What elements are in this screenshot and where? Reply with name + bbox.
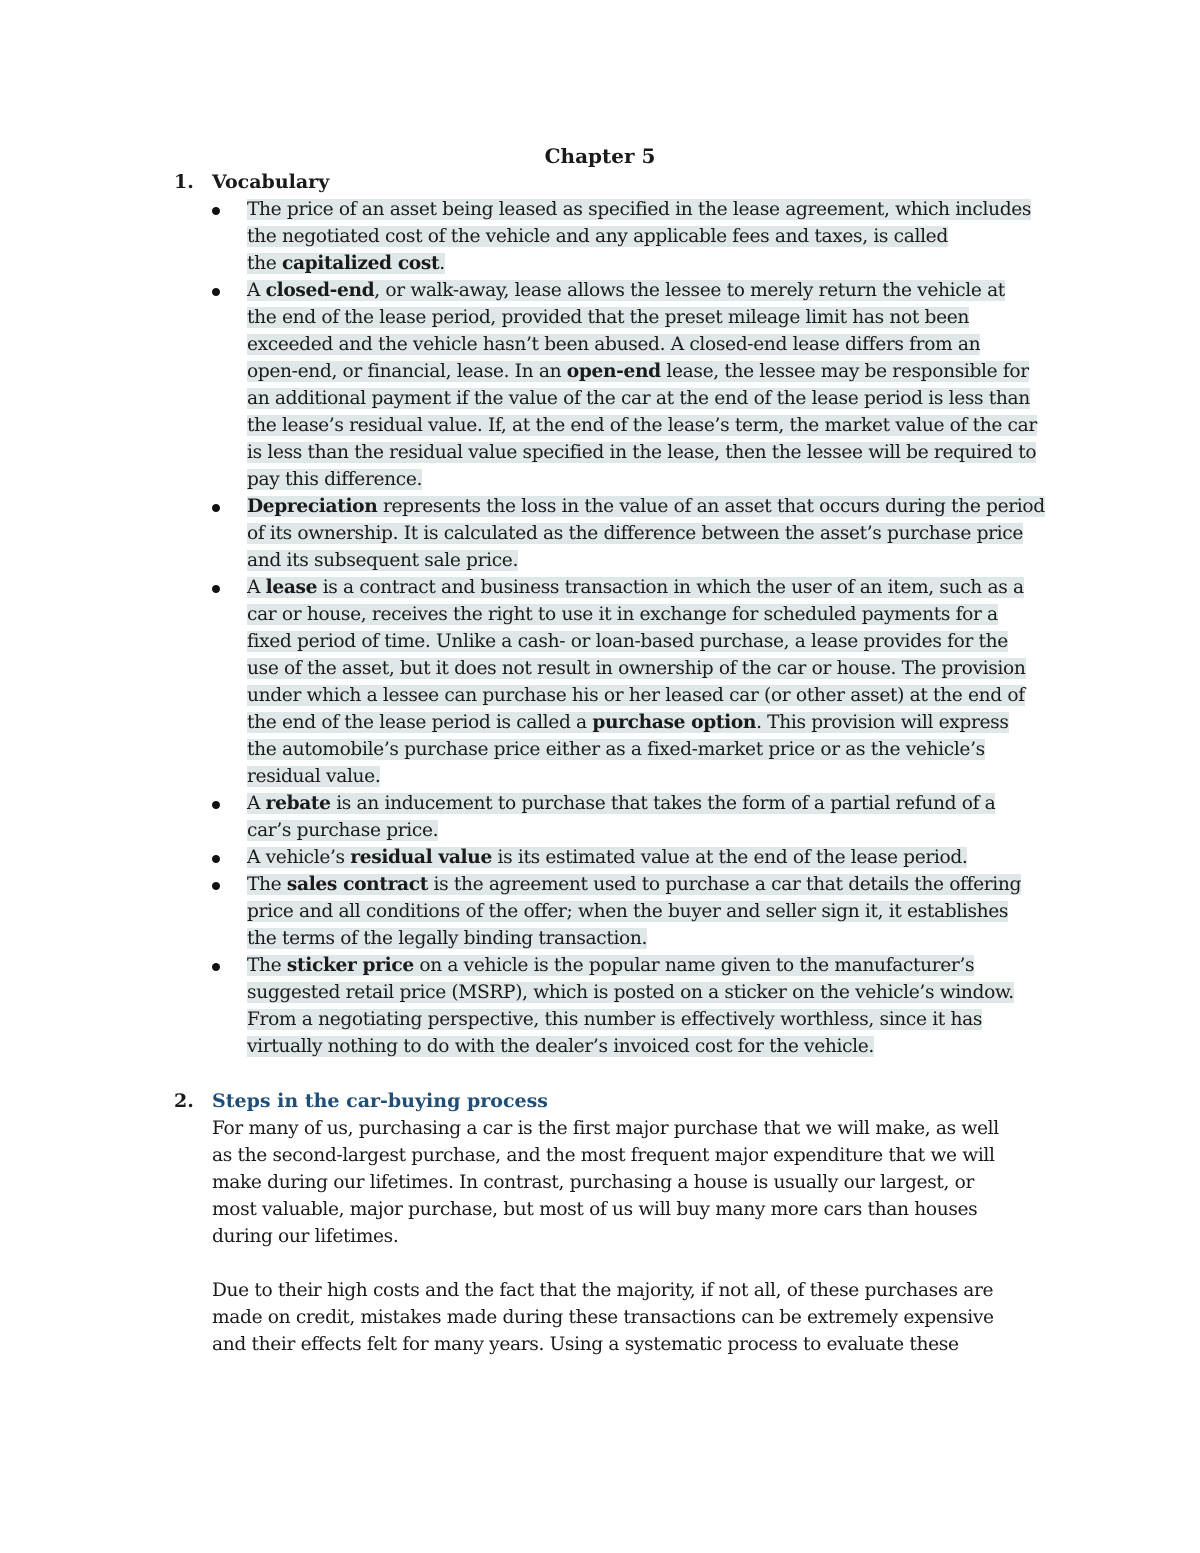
- highlighted-text: [247, 982, 1014, 1003]
- text-line: [247, 412, 1074, 439]
- text-line: [247, 250, 1074, 277]
- text-segment: and its subsequent sale price.: [247, 550, 519, 571]
- highlighted-text: [247, 307, 969, 328]
- text-segment: an additional payment if the value of the car at the end of the lease period is less than: [247, 388, 1030, 409]
- highlighted-text: [247, 685, 1025, 706]
- highlighted-text: [247, 658, 1026, 679]
- section-title: Vocabulary: [212, 171, 330, 193]
- bullet-icon: [212, 963, 220, 971]
- text-line: and their effects felt for many years. Using a systematic process to evaluate these: [212, 1334, 959, 1355]
- bullet-icon: [212, 288, 220, 296]
- text-segment: on a vehicle is the popular name given to the manufacturer’s: [413, 955, 975, 976]
- highlighted-text: [247, 442, 1036, 463]
- vocab-item: [174, 844, 1074, 871]
- paragraph-gap: [174, 1250, 1074, 1277]
- text-line: most valuable, major purchase, but most of us will buy many more cars than houses: [212, 1199, 978, 1220]
- text-segment: is less than the residual value specified in the lease, then the lessee will be required to: [247, 442, 1037, 463]
- highlighted-text: [247, 253, 445, 274]
- text-segment: exceeded and the vehicle hasn’t been abused. A closed-end lease differs from an: [247, 334, 981, 355]
- text-segment: is an inducement to purchase that takes the form of a partial refund of a: [330, 793, 996, 814]
- text-segment: car or house, receives the right to use it in exchange for scheduled payments for a: [247, 604, 998, 625]
- text-line: [247, 817, 1074, 844]
- text-segment: is the agreement used to purchase a car that details the offering: [427, 874, 1022, 895]
- vocab-term: closed-end: [265, 280, 375, 301]
- text-segment: represents the loss in the value of an asset that occurs during the period: [377, 496, 1045, 517]
- highlighted-text: [247, 604, 998, 625]
- text-line: [247, 682, 1074, 709]
- highlighted-text: [247, 820, 438, 841]
- text-line: make during our lifetimes. In contrast, purchasing a house is usually our largest, or: [212, 1172, 975, 1193]
- highlighted-text: [247, 577, 1024, 598]
- text-line: [247, 628, 1074, 655]
- highlighted-text: [247, 523, 1023, 544]
- highlighted-text: [247, 1009, 982, 1030]
- text-line: [247, 601, 1074, 628]
- vocab-item: [174, 196, 1074, 277]
- text-line: [247, 493, 1074, 520]
- vocab-term: residual value: [350, 847, 492, 868]
- section-heading: [174, 1088, 1074, 1115]
- text-segment: A: [247, 577, 266, 598]
- text-segment: virtually nothing to do with the dealer’s invoiced cost for the vehicle.: [247, 1036, 874, 1057]
- vocab-term: lease: [265, 577, 318, 598]
- highlighted-text: [247, 901, 1008, 922]
- text-line: as the second-largest purchase, and the most frequent major expenditure that we will: [212, 1145, 995, 1166]
- vocab-item: [174, 871, 1074, 952]
- text-segment: the negotiated cost of the vehicle and any applicable fees and taxes, is called: [247, 226, 948, 247]
- text-line: [247, 223, 1074, 250]
- text-line: [247, 709, 1074, 736]
- section-title: Steps in the car-buying process: [212, 1090, 548, 1112]
- text-segment: A vehicle’s: [247, 847, 351, 868]
- bullet-icon: [212, 207, 220, 215]
- highlighted-text: [247, 361, 1029, 382]
- text-segment: A: [247, 280, 266, 301]
- text-line: [247, 304, 1074, 331]
- highlighted-text: [247, 928, 647, 949]
- vocabulary-list: [174, 196, 1074, 1060]
- text-line: [247, 790, 1074, 817]
- section-vocabulary: [174, 169, 1074, 1060]
- highlighted-text: [247, 631, 1008, 652]
- text-line: [247, 385, 1074, 412]
- vocab-item: [174, 574, 1074, 790]
- text-segment: From a negotiating perspective, this number is effectively worthless, since it has: [247, 1009, 983, 1030]
- text-segment: The price of an asset being leased as specified in the lease agreement, which includes: [247, 199, 1032, 220]
- highlighted-text: [247, 955, 974, 976]
- highlighted-text: [247, 469, 422, 490]
- highlighted-text: [247, 388, 1030, 409]
- vocab-item: [174, 493, 1074, 574]
- section-car-buying: [174, 1088, 1074, 1358]
- highlighted-text: [247, 847, 967, 868]
- text-segment: the terms of the legally binding transaction.: [247, 928, 648, 949]
- text-segment: The: [247, 955, 287, 976]
- vocab-item: [174, 952, 1074, 1060]
- vocab-term: capitalized cost: [281, 253, 440, 274]
- section-body: [174, 1115, 1074, 1358]
- text-line: [247, 520, 1074, 547]
- vocab-term: Depreciation: [247, 496, 378, 517]
- text-segment: car’s purchase price.: [247, 820, 439, 841]
- vocab-term: sticker price: [286, 955, 414, 976]
- highlighted-text: [247, 334, 980, 355]
- text-segment: , or walk-away, lease allows the lessee to merely return the vehicle at: [374, 280, 1005, 301]
- text-segment: pay this difference.: [247, 469, 423, 490]
- highlighted-text: [247, 496, 1045, 517]
- text-line: [247, 925, 1074, 952]
- text-line: [247, 952, 1074, 979]
- text-segment: under which a lessee can purchase his or her leased car (or other asset) at the end of: [247, 685, 1025, 706]
- text-segment: lease, the lessee may be responsible for: [660, 361, 1029, 382]
- text-segment: of its ownership. It is calculated as the difference between the asset’s purchase price: [247, 523, 1023, 544]
- vocab-term: rebate: [265, 793, 331, 814]
- text-segment: is a contract and business transaction in which the user of an item, such as a: [317, 577, 1024, 598]
- text-line: [247, 736, 1074, 763]
- bullet-icon: [212, 504, 220, 512]
- text-line: [247, 871, 1074, 898]
- text-segment: the automobile’s purchase price either as a fixed-market price or as the vehicle’s: [247, 739, 985, 760]
- highlighted-text: [247, 739, 985, 760]
- text-segment: A: [247, 793, 266, 814]
- text-line: [247, 196, 1074, 223]
- text-line: [247, 763, 1074, 790]
- vocab-term: purchase option: [592, 712, 757, 733]
- text-line: [247, 331, 1074, 358]
- highlighted-text: [247, 1036, 874, 1057]
- section-number: 2.: [174, 1090, 194, 1112]
- text-segment: the: [247, 253, 282, 274]
- text-line: [247, 979, 1074, 1006]
- text-line: Due to their high costs and the fact that the majority, if not all, of these purchases are: [212, 1280, 994, 1301]
- bullet-icon: [212, 882, 220, 890]
- section-number: 1.: [174, 171, 194, 193]
- vocab-term: open-end: [566, 361, 661, 382]
- text-line: [247, 574, 1074, 601]
- highlighted-text: [247, 793, 995, 814]
- highlighted-text: [247, 280, 1005, 301]
- text-segment: fixed period of time. Unlike a cash- or loan-based purchase, a lease provides for the: [247, 631, 1008, 652]
- bullet-icon: [212, 585, 220, 593]
- text-segment: the end of the lease period, provided that the preset mileage limit has not been: [247, 307, 970, 328]
- vocab-term: sales contract: [286, 874, 428, 895]
- highlighted-text: [247, 766, 380, 787]
- vocab-item: [174, 790, 1074, 844]
- bullet-icon: [212, 801, 220, 809]
- paragraph: [212, 1277, 1074, 1358]
- highlighted-text: [247, 874, 1021, 895]
- text-line: [247, 466, 1074, 493]
- text-line: [247, 358, 1074, 385]
- highlighted-text: [247, 415, 1037, 436]
- text-line: [247, 898, 1074, 925]
- text-line: [247, 547, 1074, 574]
- text-segment: the end of the lease period is called a: [247, 712, 593, 733]
- text-line: [247, 655, 1074, 682]
- text-line: [247, 277, 1074, 304]
- chapter-title: Chapter 5: [544, 144, 656, 168]
- text-segment: .: [439, 253, 445, 274]
- text-segment: price and all conditions of the offer; when the buyer and seller sign it, it establishes: [247, 901, 1009, 922]
- text-line: [247, 844, 1074, 871]
- text-segment: open-end, or financial, lease. In an: [247, 361, 567, 382]
- text-segment: is its estimated value at the end of the lease period.: [491, 847, 968, 868]
- text-line: [247, 1033, 1074, 1060]
- highlighted-text: [247, 550, 518, 571]
- text-line: [247, 439, 1074, 466]
- highlighted-text: [247, 712, 1009, 733]
- vocab-item: [174, 277, 1074, 493]
- text-segment: residual value.: [247, 766, 381, 787]
- highlighted-text: [247, 226, 948, 247]
- section-heading: [174, 169, 1074, 196]
- text-line: during our lifetimes.: [212, 1226, 399, 1247]
- text-segment: use of the asset, but it does not result in ownership of the car or house. The provision: [247, 658, 1026, 679]
- text-segment: the lease’s residual value. If, at the end of the lease’s term, the market value of the car: [247, 415, 1037, 436]
- paragraph: [212, 1115, 1074, 1250]
- text-segment: suggested retail price (MSRP), which is posted on a sticker on the vehicle’s window.: [247, 982, 1014, 1003]
- text-segment: . This provision will express: [756, 712, 1009, 733]
- text-segment: The: [247, 874, 287, 895]
- text-line: made on credit, mistakes made during these transactions can be extremely expensive: [212, 1307, 994, 1328]
- bullet-icon: [212, 855, 220, 863]
- highlighted-text: [247, 199, 1031, 220]
- text-line: [247, 1006, 1074, 1033]
- text-line: For many of us, purchasing a car is the first major purchase that we will make, as well: [212, 1118, 999, 1139]
